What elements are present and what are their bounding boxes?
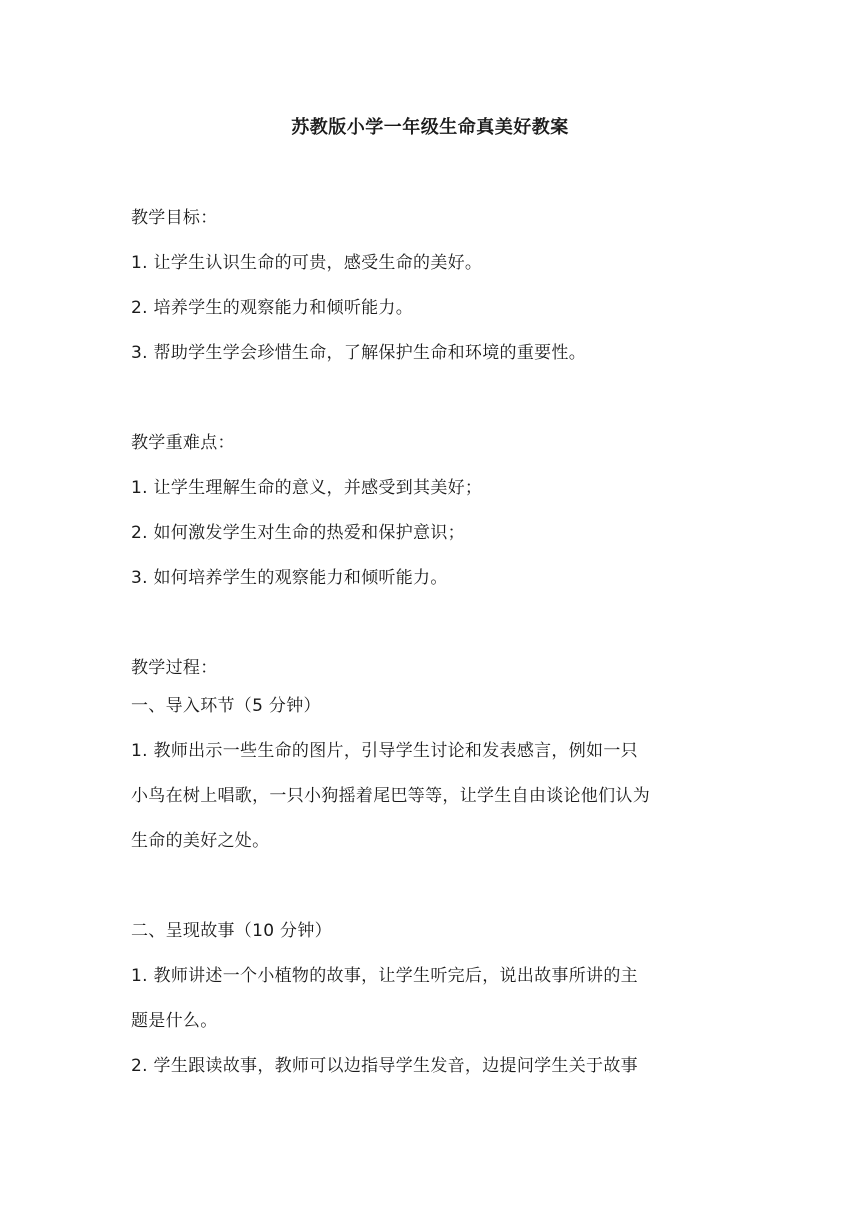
section-intro-text: 生命的美好之处。 (131, 831, 270, 851)
document-title: 苏教版小学一年级生命真美好教案 (291, 117, 569, 138)
objectives-heading: 教学目标： (131, 208, 218, 228)
section-heading-story: 二、呈现故事（10 分钟） (131, 921, 332, 941)
objective-item: 1. 让学生认识生命的可贵，感受生命的美好。 (131, 253, 483, 273)
section-story-text: 1. 教师讲述一个小植物的故事，让学生听完后，说出故事所讲的主 (131, 966, 638, 986)
objective-item: 2. 培养学生的观察能力和倾听能力。 (131, 298, 414, 318)
section-intro-text: 1. 教师出示一些生命的图片，引导学生讨论和发表感言，例如一只 (131, 741, 638, 761)
key-points-heading: 教学重难点： (131, 433, 235, 453)
section-heading-intro: 一、导入环节（5 分钟） (131, 696, 321, 716)
process-heading: 教学过程： (131, 658, 218, 678)
blank-line (131, 605, 735, 641)
section-story-text: 2. 学生跟读故事，教师可以边指导学生发音，边提问学生关于故事 (131, 1056, 638, 1076)
key-point-item: 2. 如何激发学生对生命的热爱和保护意识； (131, 523, 465, 543)
blank-line (131, 380, 735, 416)
key-point-item: 1. 让学生理解生命的意义，并感受到其美好； (131, 478, 483, 498)
section-story-text: 题是什么。 (131, 1011, 218, 1031)
key-point-item: 3. 如何培养学生的观察能力和倾听能力。 (131, 568, 448, 588)
document-body (131, 200, 735, 1093)
blank-line (131, 868, 735, 904)
objective-item: 3. 帮助学生学会珍惜生命，了解保护生命和环境的重要性。 (131, 343, 587, 363)
section-intro-text: 小鸟在树上唱歌，一只小狗摇着尾巴等等，让学生自由谈论他们认为 (131, 786, 650, 806)
